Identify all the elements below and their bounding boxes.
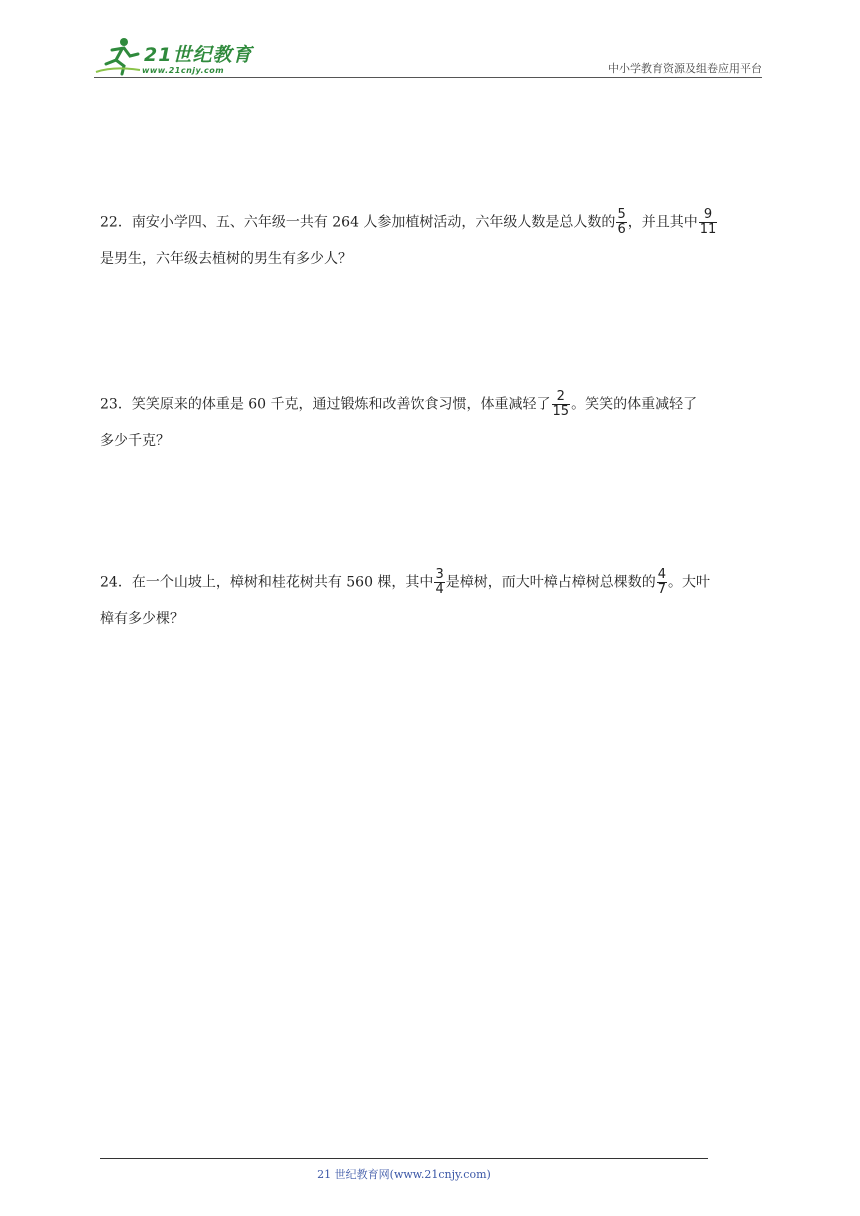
platform-name: 中小学教育资源及组卷应用平台 bbox=[608, 62, 762, 75]
question-line bbox=[100, 390, 765, 430]
question-line bbox=[100, 430, 765, 470]
question-text: 是男生，六年级去植树的男生有多少人？ bbox=[100, 251, 352, 267]
header-divider bbox=[94, 77, 762, 78]
question-text: 24．在一个山坡上，樟树和桂花树共有 560 棵，其中 bbox=[100, 574, 434, 591]
fraction bbox=[616, 208, 626, 237]
page-header bbox=[94, 30, 762, 80]
question-text: ，并且其中 bbox=[627, 214, 698, 231]
question-text: 是樟树，而大叶樟占樟树总棵数的 bbox=[445, 574, 656, 591]
fraction-denominator: 7 bbox=[657, 582, 666, 597]
question-line bbox=[100, 568, 765, 608]
fraction-numerator: 9 bbox=[703, 207, 713, 222]
fraction-numerator: 5 bbox=[617, 207, 626, 222]
question-text: 22．南安小学四、五、六年级一共有 264 人参加植树活动，六年级人数是总人数的 bbox=[100, 214, 616, 231]
question-line bbox=[100, 248, 765, 288]
footer-text: 21 世纪教育网(www.21cnjy.com) bbox=[317, 1168, 491, 1181]
fraction bbox=[699, 208, 718, 237]
question-text: 23．笑笑原来的体重是 60 千克，通过锻炼和改善饮食习惯，体重减轻了 bbox=[100, 396, 551, 413]
fraction-denominator: 15 bbox=[552, 404, 570, 419]
question-text: 。大叶 bbox=[668, 574, 710, 591]
question-text: 樟有多少棵？ bbox=[100, 611, 184, 627]
question-23 bbox=[100, 390, 765, 470]
footer-divider bbox=[100, 1158, 708, 1159]
logo-title: 21世纪教育 bbox=[144, 44, 253, 66]
fraction-numerator: 2 bbox=[556, 389, 565, 404]
runner-logo-icon bbox=[94, 36, 142, 76]
question-22 bbox=[100, 208, 765, 288]
fraction bbox=[434, 568, 444, 597]
site-logo bbox=[94, 36, 264, 76]
fraction-denominator: 4 bbox=[435, 582, 444, 597]
question-24 bbox=[100, 568, 765, 648]
fraction-numerator: 3 bbox=[435, 567, 444, 582]
question-text: 。笑笑的体重减轻了 bbox=[571, 396, 698, 413]
question-text: 多少千克？ bbox=[100, 433, 170, 449]
fraction-denominator: 6 bbox=[617, 222, 626, 237]
question-line bbox=[100, 208, 765, 248]
question-line bbox=[100, 608, 765, 648]
fraction bbox=[657, 568, 667, 597]
fraction bbox=[552, 390, 571, 419]
fraction-numerator: 4 bbox=[657, 567, 666, 582]
logo-url: www.21cnjy.com bbox=[142, 66, 225, 75]
fraction-denominator: 11 bbox=[699, 222, 717, 237]
